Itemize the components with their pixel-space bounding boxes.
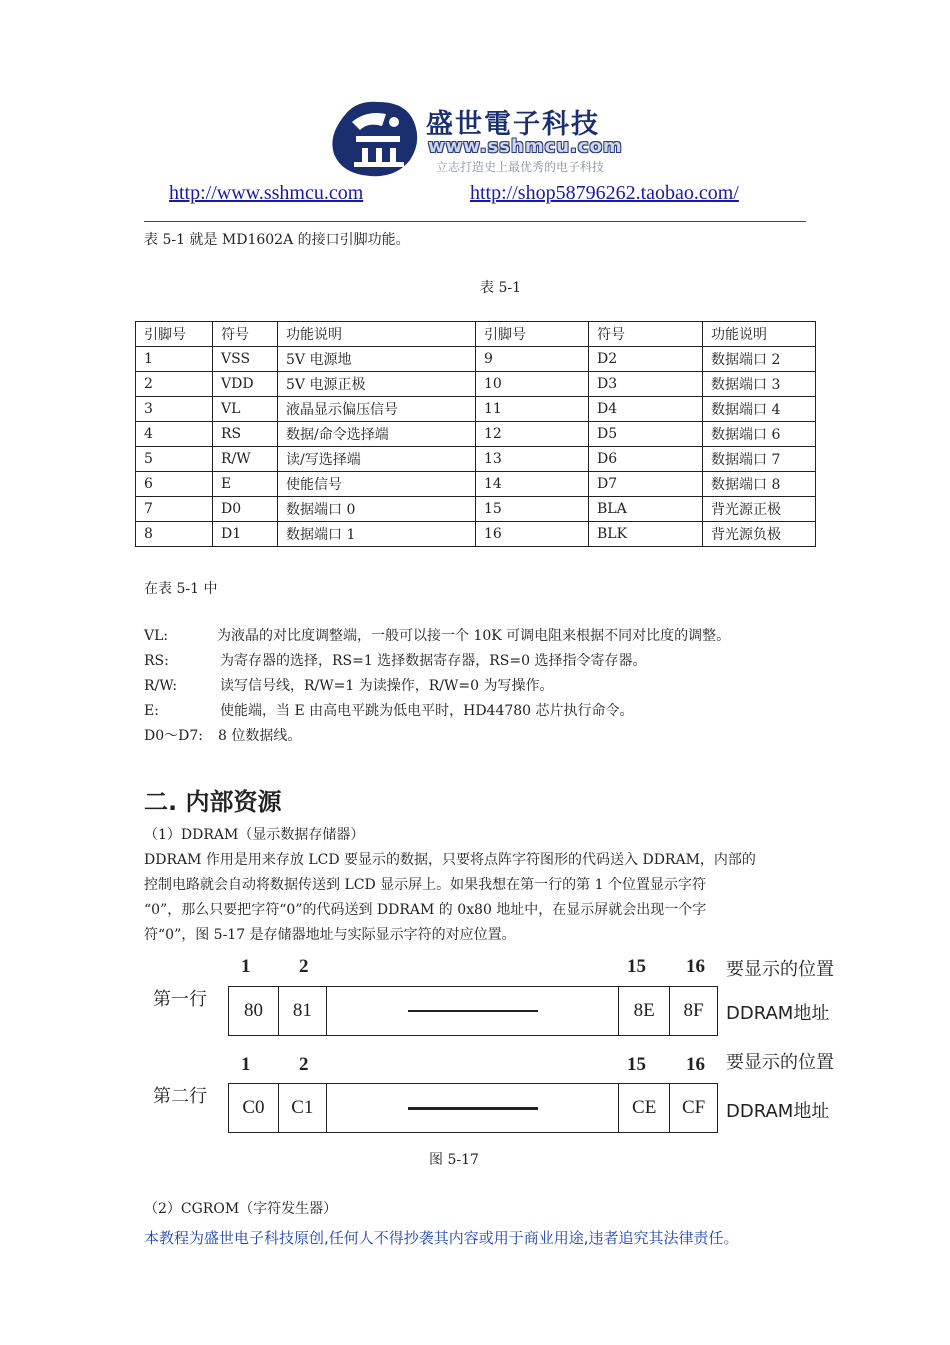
table-row [136, 422, 816, 447]
table-cell: VDD [213, 372, 278, 397]
logo-slogan-text: 立志打造史上最优秀的电子科技 [436, 160, 605, 174]
row-label-second: 第二行 [153, 1086, 207, 1107]
ddram-line: 符“0”，图 5-17 是存储器地址与实际显示字符的对应位置。 [144, 927, 516, 943]
table-cell: 数据端口 1 [278, 522, 476, 547]
header-cell: 功能说明 [278, 322, 476, 347]
header-cell: 符号 [589, 322, 703, 347]
position-number: 15 [627, 956, 646, 977]
address-ellipsis [327, 1084, 619, 1132]
table-cell: VL [213, 397, 278, 422]
dash [460, 1010, 486, 1012]
dash [434, 1107, 460, 1110]
table-cell: D0 [213, 497, 278, 522]
signal-name-rs: RS: [144, 653, 169, 669]
table-row [136, 347, 816, 372]
table-cell: 7 [136, 497, 213, 522]
table-cell: 使能信号 [278, 472, 476, 497]
table-row [136, 472, 816, 497]
dash [408, 1107, 434, 1110]
table-cell: 背光源正极 [703, 497, 816, 522]
header-divider [144, 221, 806, 222]
table-row [136, 397, 816, 422]
table-cell: 16 [476, 522, 589, 547]
table-cell: R/W [213, 447, 278, 472]
signal-name-e: E: [144, 703, 159, 719]
ddram-address-row-2 [228, 1083, 718, 1133]
ddram-line: DDRAM 作用是用来存放 LCD 要显示的数据，只要将点阵字符图形的代码送入 DDRAM，内部的 [144, 852, 756, 868]
table-cell: 8 [136, 522, 213, 547]
address-cell: C0 [229, 1084, 279, 1132]
table-row [136, 447, 816, 472]
table-cell: 数据端口 2 [703, 347, 816, 372]
table-row [136, 497, 816, 522]
link-taobao-shop[interactable]: http://shop58796262.taobao.com/ [470, 182, 739, 204]
cgrom-subtitle: （2）CGROM（字符发生器） [144, 1201, 338, 1217]
signal-desc-d0-d7: 8 位数据线。 [218, 728, 302, 744]
table-cell: 2 [136, 372, 213, 397]
in-table-text: 在表 5-1 中 [144, 581, 218, 597]
ddram-address-label: DDRAM地址 [726, 1101, 830, 1122]
signal-desc-e: 使能端，当 E 由高电平跳为低电平时，HD44780 芯片执行命令。 [220, 703, 634, 719]
signal-desc-rw: 读写信号线，R/W=1 为读操作，R/W=0 为写操作。 [220, 678, 554, 694]
logo-brand-text: 盛世電子科技 [426, 109, 600, 140]
signal-name-d0-d7: D0～D7: [144, 728, 203, 744]
table-cell: D5 [589, 422, 703, 447]
dash [512, 1107, 538, 1110]
ddram-line: “0”，那么只要把字符“0”的代码送到 DDRAM 的 0x80 地址中，在显示屏就会出现一个字 [144, 902, 707, 918]
position-number: 2 [299, 956, 309, 977]
display-position-label: 要显示的位置 [726, 959, 834, 980]
signal-name-vl: VL: [144, 628, 169, 644]
table-cell: 数据端口 6 [703, 422, 816, 447]
table-cell: 数据端口 3 [703, 372, 816, 397]
table-cell: 12 [476, 422, 589, 447]
table-cell: D4 [589, 397, 703, 422]
dash [512, 1010, 538, 1012]
dash [460, 1107, 486, 1110]
table-cell: 数据端口 4 [703, 397, 816, 422]
header-cell: 引脚号 [476, 322, 589, 347]
display-position-label: 要显示的位置 [726, 1052, 834, 1073]
table-cell: D7 [589, 472, 703, 497]
logo-site-text: www.sshmcu.com [428, 136, 623, 157]
table-cell: 1 [136, 347, 213, 372]
ddram-address-row-1 [228, 986, 718, 1036]
table-cell: 5 [136, 447, 213, 472]
table-cell: D1 [213, 522, 278, 547]
header-cell: 符号 [213, 322, 278, 347]
table-cell: 数据端口 7 [703, 447, 816, 472]
table-cell: 数据端口 0 [278, 497, 476, 522]
address-cell: CF [681, 1097, 706, 1118]
table-cell: D3 [589, 372, 703, 397]
table-cell: 11 [476, 397, 589, 422]
table-cell: RS [213, 422, 278, 447]
table-cell: 10 [476, 372, 589, 397]
address-cell: C1 [279, 1084, 327, 1132]
table-cell: 背光源负极 [703, 522, 816, 547]
table-cell: 13 [476, 447, 589, 472]
address-cell: 8F [683, 1000, 704, 1021]
header-cell: 功能说明 [703, 322, 816, 347]
table-row [136, 522, 816, 547]
address-ellipsis [327, 987, 619, 1035]
table-cell: 15 [476, 497, 589, 522]
table-cell: E [213, 472, 278, 497]
ddram-subtitle: （1）DDRAM（显示数据存储器） [144, 827, 365, 843]
table-header-row [136, 322, 816, 347]
table-caption: 表 5-1 [480, 280, 521, 296]
copyright-footer: 本教程为盛世电子科技原创,任何人不得抄袭其内容或用于商业用途,违者追究其法律责任。 [144, 1229, 739, 1247]
address-cell: CE [619, 1084, 670, 1132]
ddram-paragraph [144, 848, 814, 948]
link-sshmcu[interactable]: http://www.sshmcu.com [169, 182, 364, 204]
table-cell: 3 [136, 397, 213, 422]
logo [326, 96, 648, 180]
table-cell: VSS [213, 347, 278, 372]
position-number: 2 [299, 1054, 309, 1075]
address-cell: 81 [279, 987, 327, 1035]
table-cell: 14 [476, 472, 589, 497]
position-number: 16 [686, 1054, 705, 1075]
dash [434, 1010, 460, 1012]
header-cell: 引脚号 [136, 322, 213, 347]
signal-name-rw: R/W: [144, 678, 178, 694]
table-cell: 9 [476, 347, 589, 372]
dash [408, 1010, 434, 1012]
table-cell: 5V 电源正极 [278, 372, 476, 397]
signal-desc-vl: 为液晶的对比度调整端，一般可以接一个 10K 可调电阻来根据不同对比度的调整。 [217, 628, 731, 644]
position-number: 1 [241, 1054, 251, 1075]
table-cell: 6 [136, 472, 213, 497]
intro-text: 表 5-1 就是 MD1602A 的接口引脚功能。 [144, 232, 410, 248]
figure-caption: 图 5-17 [429, 1152, 479, 1168]
signal-desc-rs: 为寄存器的选择，RS=1 选择数据寄存器，RS=0 选择指令寄存器。 [220, 653, 647, 669]
address-cell: 8E [619, 987, 670, 1035]
section-title: 二. 内部资源 [144, 788, 282, 816]
row-label-first: 第一行 [153, 989, 207, 1010]
table-cell: 液晶显示偏压信号 [278, 397, 476, 422]
table-cell: D6 [589, 447, 703, 472]
dash [486, 1107, 512, 1110]
table-cell: BLA [589, 497, 703, 522]
table-cell: 读/写选择端 [278, 447, 476, 472]
pin-function-table [135, 321, 816, 547]
logo-emblem-icon [326, 96, 426, 180]
table-cell: D2 [589, 347, 703, 372]
position-number: 1 [241, 956, 251, 977]
dash [486, 1010, 512, 1012]
ddram-line: 控制电路就会自动将数据传送到 LCD 显示屏上。如果我想在第一行的第 1 个位置显示字符 [144, 877, 706, 893]
table-row [136, 372, 816, 397]
table-cell: 4 [136, 422, 213, 447]
position-number: 16 [686, 956, 705, 977]
address-cell: 80 [229, 987, 279, 1035]
table-cell: 数据/命令选择端 [278, 422, 476, 447]
table-cell: BLK [589, 522, 703, 547]
table-cell: 数据端口 8 [703, 472, 816, 497]
ddram-address-label: DDRAM地址 [726, 1003, 830, 1024]
position-number: 15 [627, 1054, 646, 1075]
table-cell: 5V 电源地 [278, 347, 476, 372]
